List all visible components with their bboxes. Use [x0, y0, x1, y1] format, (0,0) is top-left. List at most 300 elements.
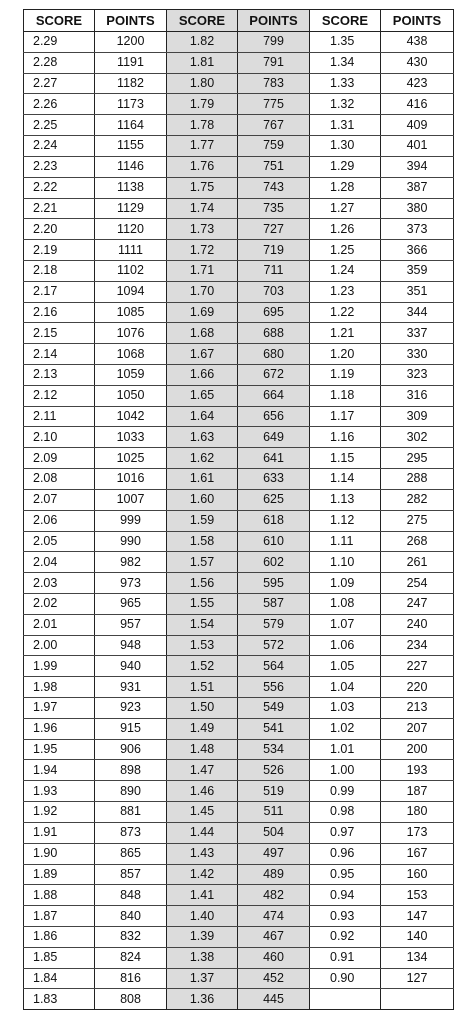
score-cell: 1.70: [167, 281, 238, 302]
score-cell: 1.80: [167, 73, 238, 94]
points-cell: 467: [238, 926, 310, 947]
points-cell: 881: [95, 802, 167, 823]
score-cell: 1.58: [167, 531, 238, 552]
points-cell: 1173: [95, 94, 167, 115]
table-row: [24, 115, 454, 136]
table-row: [24, 448, 454, 469]
table-row: [24, 32, 454, 53]
score-cell: 2.20: [24, 219, 95, 240]
score-cell: 1.57: [167, 552, 238, 573]
table-row: [24, 219, 454, 240]
score-cell: 0.96: [310, 843, 381, 864]
score-cell: 1.93: [24, 781, 95, 802]
points-cell: 1025: [95, 448, 167, 469]
points-cell: 680: [238, 344, 310, 365]
score-cell: 2.13: [24, 365, 95, 386]
score-cell: 1.20: [310, 344, 381, 365]
points-cell: 474: [238, 906, 310, 927]
score-cell: 1.82: [167, 32, 238, 53]
points-cell: 160: [381, 864, 454, 885]
points-cell: 848: [95, 885, 167, 906]
score-cell: 1.62: [167, 448, 238, 469]
points-cell: 1068: [95, 344, 167, 365]
points-cell: 147: [381, 906, 454, 927]
table-row: [24, 52, 454, 73]
points-cell: 302: [381, 427, 454, 448]
points-cell: 759: [238, 136, 310, 157]
table-row: [24, 698, 454, 719]
score-cell: 1.45: [167, 802, 238, 823]
score-cell: 1.53: [167, 635, 238, 656]
points-cell: 915: [95, 718, 167, 739]
points-cell: 207: [381, 718, 454, 739]
score-cell: 1.05: [310, 656, 381, 677]
score-cell: 1.30: [310, 136, 381, 157]
score-cell: 2.01: [24, 614, 95, 635]
table-row: [24, 365, 454, 386]
table-row: [24, 739, 454, 760]
score-cell: 1.52: [167, 656, 238, 677]
header-points-2: POINTS: [238, 10, 310, 32]
points-cell: 275: [381, 510, 454, 531]
points-cell: 261: [381, 552, 454, 573]
points-cell: 173: [381, 822, 454, 843]
score-cell: 2.27: [24, 73, 95, 94]
points-cell: 460: [238, 947, 310, 968]
score-cell: 1.48: [167, 739, 238, 760]
score-cell: 2.29: [24, 32, 95, 53]
score-cell: 1.34: [310, 52, 381, 73]
points-cell: 247: [381, 593, 454, 614]
score-cell: 1.76: [167, 156, 238, 177]
points-cell: 452: [238, 968, 310, 989]
points-cell: 511: [238, 802, 310, 823]
score-cell: 1.21: [310, 323, 381, 344]
table-row: [24, 906, 454, 927]
points-cell: 783: [238, 73, 310, 94]
points-cell: 220: [381, 677, 454, 698]
score-cell: 1.73: [167, 219, 238, 240]
score-cell: 1.99: [24, 656, 95, 677]
header-points-3: POINTS: [381, 10, 454, 32]
points-cell: 344: [381, 302, 454, 323]
score-cell: 2.24: [24, 136, 95, 157]
score-cell: 0.97: [310, 822, 381, 843]
table-row: [24, 136, 454, 157]
points-cell: 380: [381, 198, 454, 219]
score-cell: 1.04: [310, 677, 381, 698]
points-cell: 423: [381, 73, 454, 94]
score-cell: 1.35: [310, 32, 381, 53]
points-cell: 359: [381, 260, 454, 281]
points-cell: 695: [238, 302, 310, 323]
table-row: [24, 260, 454, 281]
table-row: [24, 510, 454, 531]
score-cell: 2.17: [24, 281, 95, 302]
score-cell: 1.42: [167, 864, 238, 885]
score-cell: 1.29: [310, 156, 381, 177]
score-cell: 1.24: [310, 260, 381, 281]
points-cell: 534: [238, 739, 310, 760]
score-cell: 1.27: [310, 198, 381, 219]
score-cell: 1.49: [167, 718, 238, 739]
score-cell: 1.54: [167, 614, 238, 635]
table-row: [24, 406, 454, 427]
table-body: [24, 32, 454, 1010]
score-cell: 0.95: [310, 864, 381, 885]
points-cell: 180: [381, 802, 454, 823]
score-cell: 2.25: [24, 115, 95, 136]
score-cell: 1.26: [310, 219, 381, 240]
points-cell: 438: [381, 32, 454, 53]
points-cell: 254: [381, 573, 454, 594]
score-cell: 1.38: [167, 947, 238, 968]
score-cell: 1.44: [167, 822, 238, 843]
points-cell: 1085: [95, 302, 167, 323]
points-cell: 595: [238, 573, 310, 594]
points-cell: 703: [238, 281, 310, 302]
points-cell: 906: [95, 739, 167, 760]
table-row: [24, 385, 454, 406]
score-cell: 1.10: [310, 552, 381, 573]
points-cell: 1182: [95, 73, 167, 94]
points-cell: 840: [95, 906, 167, 927]
points-cell: 1200: [95, 32, 167, 53]
score-cell: 1.88: [24, 885, 95, 906]
points-cell: 649: [238, 427, 310, 448]
table-row: [24, 323, 454, 344]
score-cell: 1.36: [167, 989, 238, 1010]
score-cell: 1.95: [24, 739, 95, 760]
points-cell: 366: [381, 240, 454, 261]
points-cell: 387: [381, 177, 454, 198]
score-cell: 1.61: [167, 469, 238, 490]
score-cell: 1.14: [310, 469, 381, 490]
table-row: [24, 281, 454, 302]
points-cell: 519: [238, 781, 310, 802]
score-cell: 1.32: [310, 94, 381, 115]
points-cell: 751: [238, 156, 310, 177]
score-cell: 2.16: [24, 302, 95, 323]
points-cell: 824: [95, 947, 167, 968]
points-cell: 1191: [95, 52, 167, 73]
table-row: [24, 302, 454, 323]
score-cell: 1.13: [310, 489, 381, 510]
score-cell: 0.92: [310, 926, 381, 947]
points-cell: 688: [238, 323, 310, 344]
score-cell: 2.09: [24, 448, 95, 469]
score-cell: 1.75: [167, 177, 238, 198]
score-cell: 0.99: [310, 781, 381, 802]
score-cell: 1.67: [167, 344, 238, 365]
table-row: [24, 885, 454, 906]
points-cell: 213: [381, 698, 454, 719]
points-cell: 610: [238, 531, 310, 552]
score-cell: 1.90: [24, 843, 95, 864]
score-cell: 1.15: [310, 448, 381, 469]
score-cell: 1.12: [310, 510, 381, 531]
score-cell: 1.02: [310, 718, 381, 739]
score-cell: 1.65: [167, 385, 238, 406]
points-cell: 857: [95, 864, 167, 885]
points-cell: 187: [381, 781, 454, 802]
points-cell: 1016: [95, 469, 167, 490]
score-cell: 1.92: [24, 802, 95, 823]
table-row: [24, 718, 454, 739]
table-row: [24, 864, 454, 885]
score-cell: 1.84: [24, 968, 95, 989]
score-cell: 1.64: [167, 406, 238, 427]
score-cell: 2.06: [24, 510, 95, 531]
score-cell: 1.19: [310, 365, 381, 386]
score-cell: 1.66: [167, 365, 238, 386]
table-row: [24, 656, 454, 677]
points-cell: 999: [95, 510, 167, 531]
score-cell: 2.07: [24, 489, 95, 510]
table-row: [24, 677, 454, 698]
points-cell: 973: [95, 573, 167, 594]
score-cell: 1.03: [310, 698, 381, 719]
header-score-3: SCORE: [310, 10, 381, 32]
points-cell: 282: [381, 489, 454, 510]
points-cell: 1120: [95, 219, 167, 240]
score-cell: 1.78: [167, 115, 238, 136]
points-cell: 923: [95, 698, 167, 719]
table-row: [24, 73, 454, 94]
points-cell: 1102: [95, 260, 167, 281]
header-score-2: SCORE: [167, 10, 238, 32]
points-cell: 948: [95, 635, 167, 656]
points-cell: 965: [95, 593, 167, 614]
score-cell: 1.91: [24, 822, 95, 843]
points-cell: 309: [381, 406, 454, 427]
points-cell: 865: [95, 843, 167, 864]
table-row: [24, 781, 454, 802]
header-score-1: SCORE: [24, 10, 95, 32]
score-cell: 1.79: [167, 94, 238, 115]
points-cell: 200: [381, 739, 454, 760]
points-cell: 890: [95, 781, 167, 802]
points-cell: 808: [95, 989, 167, 1010]
points-cell: 295: [381, 448, 454, 469]
score-cell: 1.33: [310, 73, 381, 94]
score-cell: 1.94: [24, 760, 95, 781]
score-cell: 2.15: [24, 323, 95, 344]
score-cell: 1.81: [167, 52, 238, 73]
score-cell: 0.98: [310, 802, 381, 823]
points-cell: 1111: [95, 240, 167, 261]
table-row: [24, 198, 454, 219]
points-cell: 791: [238, 52, 310, 73]
points-cell: 1155: [95, 136, 167, 157]
score-cell: 1.09: [310, 573, 381, 594]
table-row: [24, 989, 454, 1010]
score-cell: 2.21: [24, 198, 95, 219]
score-cell: 1.83: [24, 989, 95, 1010]
points-cell: 931: [95, 677, 167, 698]
points-cell: 1146: [95, 156, 167, 177]
score-cell: 1.74: [167, 198, 238, 219]
points-cell: 140: [381, 926, 454, 947]
score-cell: 2.08: [24, 469, 95, 490]
points-cell: 832: [95, 926, 167, 947]
points-cell: 743: [238, 177, 310, 198]
score-cell: 2.00: [24, 635, 95, 656]
score-cell: 1.06: [310, 635, 381, 656]
points-cell: 719: [238, 240, 310, 261]
points-cell: 323: [381, 365, 454, 386]
points-cell: 1076: [95, 323, 167, 344]
points-cell: 1138: [95, 177, 167, 198]
score-cell: 1.25: [310, 240, 381, 261]
score-cell: 1.96: [24, 718, 95, 739]
score-cell: 2.10: [24, 427, 95, 448]
points-cell: 549: [238, 698, 310, 719]
score-cell: 1.55: [167, 593, 238, 614]
points-cell: 957: [95, 614, 167, 635]
table-row: [24, 240, 454, 261]
table-row: [24, 822, 454, 843]
points-cell: 982: [95, 552, 167, 573]
points-cell: 316: [381, 385, 454, 406]
score-cell: 1.59: [167, 510, 238, 531]
table-row: [24, 614, 454, 635]
score-cell: 1.68: [167, 323, 238, 344]
points-cell: 330: [381, 344, 454, 365]
points-cell: 572: [238, 635, 310, 656]
points-cell: 401: [381, 136, 454, 157]
score-cell: 1.60: [167, 489, 238, 510]
points-cell: 1042: [95, 406, 167, 427]
points-cell: 373: [381, 219, 454, 240]
score-cell: 1.50: [167, 698, 238, 719]
score-cell: 1.11: [310, 531, 381, 552]
points-cell: 775: [238, 94, 310, 115]
score-cell: 1.97: [24, 698, 95, 719]
points-cell: 633: [238, 469, 310, 490]
table-header-row: [24, 10, 454, 32]
points-cell: 337: [381, 323, 454, 344]
points-cell: 416: [381, 94, 454, 115]
score-cell: 0.90: [310, 968, 381, 989]
score-cell: 2.26: [24, 94, 95, 115]
table-row: [24, 344, 454, 365]
table-row: [24, 177, 454, 198]
score-cell: 1.23: [310, 281, 381, 302]
score-cell: 1.41: [167, 885, 238, 906]
score-cell: 1.89: [24, 864, 95, 885]
score-cell: 2.11: [24, 406, 95, 427]
points-cell: 618: [238, 510, 310, 531]
points-cell: 816: [95, 968, 167, 989]
score-cell: 1.47: [167, 760, 238, 781]
score-cell: 2.28: [24, 52, 95, 73]
table-row: [24, 94, 454, 115]
score-cell: 1.16: [310, 427, 381, 448]
points-cell: 445: [238, 989, 310, 1010]
points-cell: 227: [381, 656, 454, 677]
points-cell: 497: [238, 843, 310, 864]
points-cell: 1050: [95, 385, 167, 406]
points-cell: 134: [381, 947, 454, 968]
points-cell: 799: [238, 32, 310, 53]
table-row: [24, 843, 454, 864]
score-cell: 2.14: [24, 344, 95, 365]
score-cell: 2.03: [24, 573, 95, 594]
score-cell: 1.01: [310, 739, 381, 760]
points-cell: 482: [238, 885, 310, 906]
table-row: [24, 531, 454, 552]
score-cell: 1.51: [167, 677, 238, 698]
score-cell: 1.43: [167, 843, 238, 864]
score-points-table: [23, 9, 454, 1010]
score-cell: 1.39: [167, 926, 238, 947]
points-cell: 167: [381, 843, 454, 864]
score-cell: 1.07: [310, 614, 381, 635]
points-cell: 625: [238, 489, 310, 510]
points-cell: 409: [381, 115, 454, 136]
score-cell: 0.91: [310, 947, 381, 968]
score-cell: 1.46: [167, 781, 238, 802]
points-cell: 1059: [95, 365, 167, 386]
score-cell: 1.31: [310, 115, 381, 136]
table-row: [24, 760, 454, 781]
points-cell: 873: [95, 822, 167, 843]
table-row: [24, 156, 454, 177]
table-row: [24, 593, 454, 614]
points-cell: 127: [381, 968, 454, 989]
table-row: [24, 552, 454, 573]
table-row: [24, 427, 454, 448]
score-cell: 1.28: [310, 177, 381, 198]
points-cell: 711: [238, 260, 310, 281]
score-cell: 1.98: [24, 677, 95, 698]
points-cell: 1129: [95, 198, 167, 219]
score-cell: 2.02: [24, 593, 95, 614]
table-row: [24, 469, 454, 490]
score-cell: 1.08: [310, 593, 381, 614]
score-cell: 1.86: [24, 926, 95, 947]
score-cell: 2.22: [24, 177, 95, 198]
score-cell: 1.18: [310, 385, 381, 406]
points-cell: 1164: [95, 115, 167, 136]
points-cell: [381, 989, 454, 1010]
points-cell: 990: [95, 531, 167, 552]
table-row: [24, 573, 454, 594]
points-cell: 268: [381, 531, 454, 552]
score-cell: 1.77: [167, 136, 238, 157]
points-cell: 489: [238, 864, 310, 885]
points-cell: 351: [381, 281, 454, 302]
score-cell: 2.19: [24, 240, 95, 261]
points-cell: 1007: [95, 489, 167, 510]
points-cell: 672: [238, 365, 310, 386]
table-row: [24, 947, 454, 968]
points-cell: 664: [238, 385, 310, 406]
points-cell: 587: [238, 593, 310, 614]
table-row: [24, 802, 454, 823]
score-cell: 1.17: [310, 406, 381, 427]
score-cell: 2.12: [24, 385, 95, 406]
score-cell: 1.56: [167, 573, 238, 594]
points-cell: 240: [381, 614, 454, 635]
header-points-1: POINTS: [95, 10, 167, 32]
points-cell: 526: [238, 760, 310, 781]
table-row: [24, 635, 454, 656]
points-cell: 193: [381, 760, 454, 781]
points-cell: 288: [381, 469, 454, 490]
points-cell: 898: [95, 760, 167, 781]
